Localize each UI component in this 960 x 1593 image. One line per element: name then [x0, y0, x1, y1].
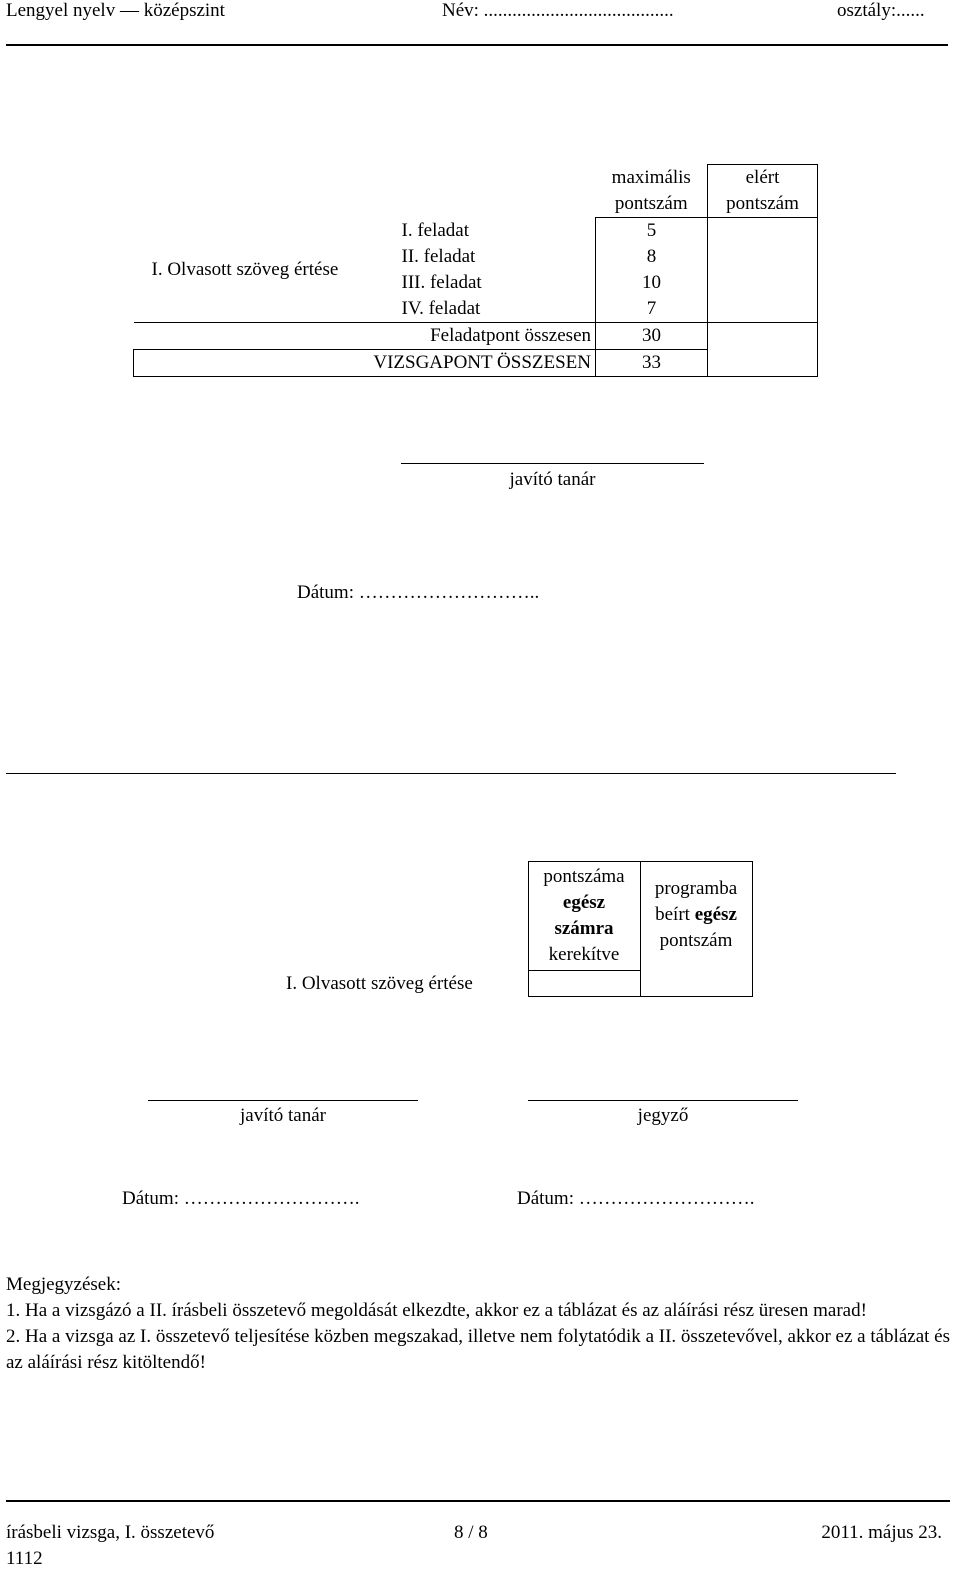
footer-rule	[6, 1500, 950, 1502]
section-label: I. Olvasott szöveg értése	[151, 258, 339, 280]
signature-label-teacher: javító tanár	[240, 1105, 326, 1126]
header-class-field: osztály:......	[837, 0, 925, 21]
rounded-score-header-l2: egész	[562, 892, 606, 913]
footer-exam: írásbeli vizsga, I. összetevő	[6, 1522, 215, 1543]
col-got-header	[708, 165, 818, 218]
rounded-score-header	[528, 862, 640, 971]
program-score-header-l3: pontszám	[659, 930, 733, 951]
program-table	[284, 861, 753, 997]
col-max-header	[596, 165, 708, 218]
note-item-2: 2. Ha a vizsga az I. összetevő teljesítése közben megszakad, illetve nem folytatódik a II. összetevővel, akkor ez a táblázat és az aláírási rész kitöltendő!	[6, 1326, 950, 1373]
score-table	[133, 164, 818, 377]
program-score-header-l2	[645, 902, 748, 928]
rounded-score-header-l4: kerekítve	[548, 944, 620, 965]
task-max: 5	[596, 218, 708, 245]
task-label: III. feladat	[401, 272, 482, 293]
program-score-header-l2a: beírt	[655, 904, 695, 925]
got-cell-tasks[interactable]	[708, 218, 818, 323]
program-score-header-l1: programba	[654, 878, 738, 899]
header-name-field: Név: ........................................	[442, 0, 674, 21]
task-label: I. feladat	[401, 219, 470, 241]
program-score-header-l2b: egész	[694, 904, 737, 925]
total-max: 33	[596, 350, 708, 377]
date-field-1: Dátum: ………………………..	[297, 582, 540, 603]
header-subject: Lengyel nyelv — középszint	[6, 0, 225, 21]
rounded-score-header-l3: számra	[554, 918, 614, 939]
footer-code: 1112	[6, 1548, 43, 1569]
col-max-header-l2: pontszám	[614, 192, 688, 214]
col-got-header-l1: elért	[745, 167, 780, 188]
col-max-header-l1: maximális	[611, 166, 691, 188]
rounded-score-cell[interactable]	[528, 971, 640, 997]
signature-label-1: javító tanár	[509, 469, 596, 490]
subtotal-max: 30	[596, 323, 708, 350]
subtotal-label: Feladatpont összesen	[134, 323, 596, 350]
signature-line-clerk[interactable]	[528, 1100, 798, 1101]
section-divider	[6, 773, 896, 774]
page-header	[6, 0, 948, 22]
col-got-header-l2: pontszám	[726, 193, 799, 214]
notes-title: Megjegyzések:	[6, 1274, 122, 1295]
task-label: II. feladat	[401, 246, 476, 267]
task-max: 8	[596, 244, 708, 270]
date-field-clerk: Dátum: ……………………….	[517, 1188, 755, 1209]
note-item-1: 1. Ha a vizsgázó a II. írásbeli összetevő megoldását elkezdte, akkor ez a táblázat és az aláírási rész üresen marad!	[6, 1300, 867, 1321]
program-row-label: I. Olvasott szöveg értése	[286, 972, 473, 994]
header-rule	[6, 44, 948, 46]
notes	[6, 1272, 950, 1376]
task-max: 10	[596, 270, 708, 296]
date-field-teacher: Dátum: ……………………….	[122, 1188, 360, 1209]
rounded-score-header-l1: pontszáma	[543, 866, 625, 887]
footer-date: 2011. május 23.	[821, 1522, 942, 1543]
program-score-header	[640, 862, 752, 997]
task-label: IV. feladat	[401, 298, 481, 319]
got-cell-total[interactable]	[708, 323, 818, 377]
footer-page: 8 / 8	[454, 1522, 488, 1543]
total-label: VIZSGAPONT ÖSSZESEN	[134, 350, 596, 377]
signature-line-teacher[interactable]	[148, 1100, 418, 1101]
signature-line-1[interactable]	[401, 463, 704, 464]
task-max: 7	[596, 296, 708, 323]
signature-label-clerk: jegyző	[637, 1105, 689, 1126]
